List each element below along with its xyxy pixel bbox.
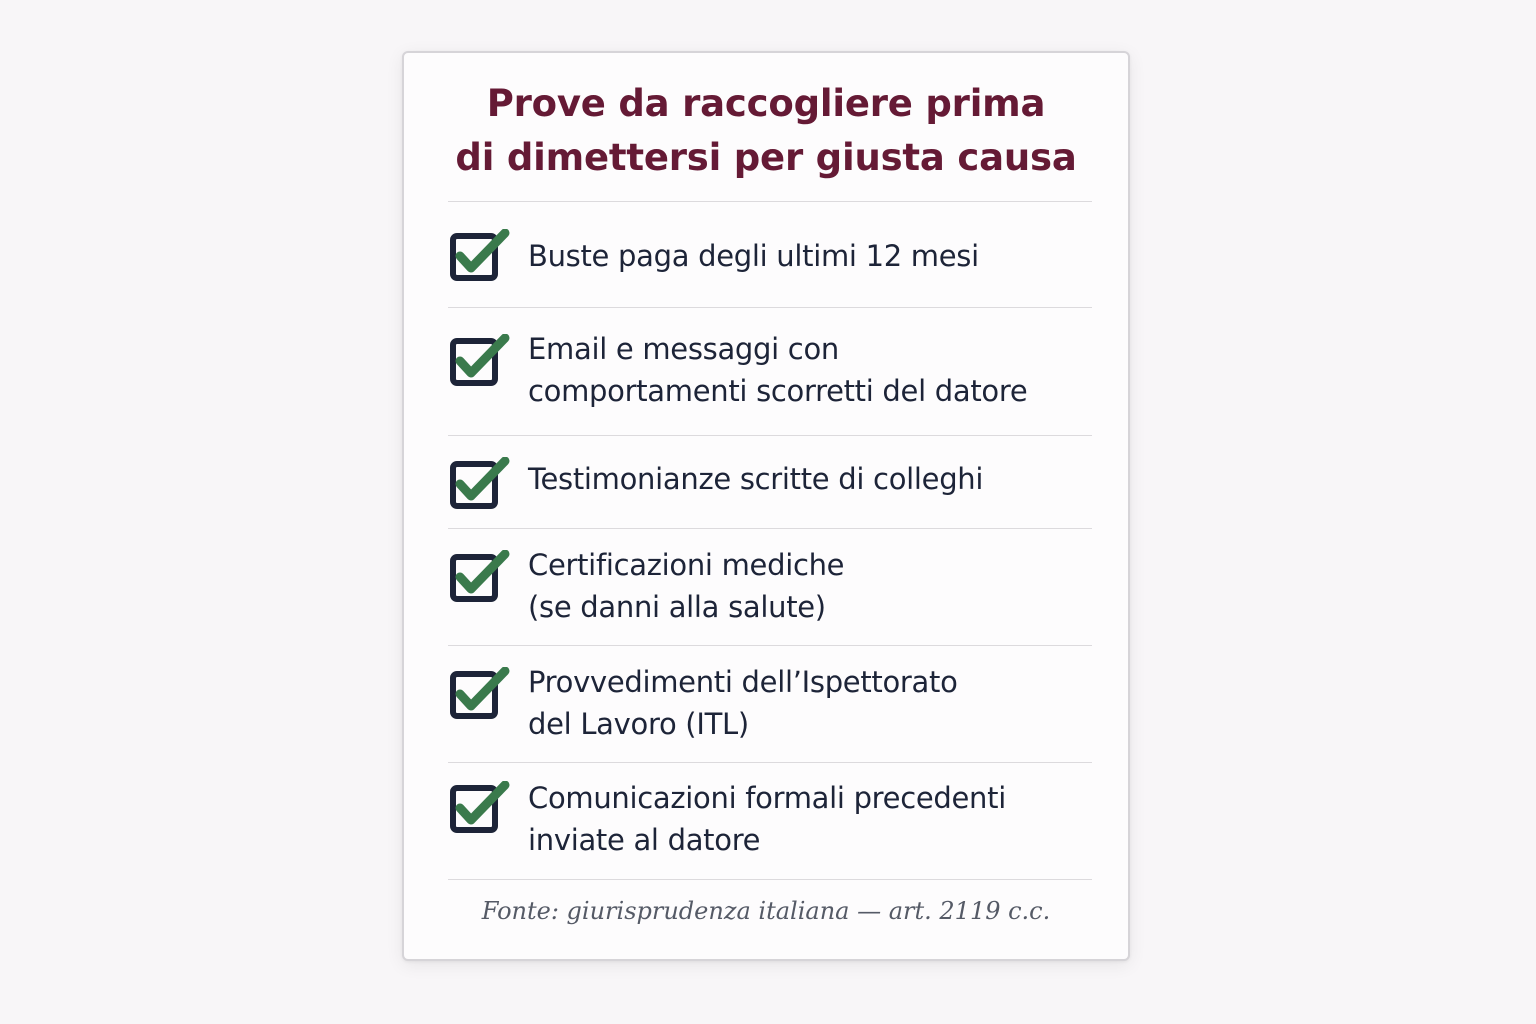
divider — [448, 528, 1092, 529]
checklist-item-line: Buste paga degli ultimi 12 mesi — [528, 239, 979, 273]
divider — [448, 201, 1092, 202]
checklist-item-text — [528, 458, 983, 500]
checklist-item-line: inviate al datore — [528, 823, 761, 857]
checklist-item-line: (se danni alla salute) — [528, 590, 826, 624]
checkbox-checked-icon — [450, 229, 512, 283]
checklist-item-text — [528, 661, 958, 745]
checklist-item-line: comportamenti scorretti del datore — [528, 374, 1028, 408]
card-title-line: di dimettersi per giusta causa — [455, 136, 1077, 179]
divider — [448, 435, 1092, 436]
checklist-item-line: del Lavoro (ITL) — [528, 707, 749, 741]
divider — [448, 762, 1092, 763]
checklist-item-line: Provvedimenti dell’Ispettorato — [528, 665, 958, 699]
checklist-item-text — [528, 235, 979, 277]
checklist-item-line: Testimonianze scritte di colleghi — [528, 462, 984, 496]
divider — [448, 307, 1092, 308]
checklist-item-line: Certificazioni mediche — [528, 548, 845, 582]
divider — [448, 879, 1092, 880]
checkbox-checked-icon — [450, 667, 512, 721]
checklist-item-text — [528, 777, 1006, 861]
checklist-item-line: Comunicazioni formali precedenti — [528, 781, 1006, 815]
checkbox-checked-icon — [450, 781, 512, 835]
checkbox-checked-icon — [450, 334, 512, 388]
card-title-line: Prove da raccogliere prima — [486, 82, 1046, 125]
evidence-checklist-card — [402, 51, 1130, 961]
checklist-item-text — [528, 328, 1027, 412]
divider — [448, 645, 1092, 646]
checkbox-checked-icon — [450, 457, 512, 511]
source-note: Fonte: giurisprudenza italiana — art. 2119 c.c. — [481, 897, 1051, 925]
checklist-item-line: Email e messaggi con — [528, 332, 839, 366]
card-title — [404, 77, 1128, 185]
checklist-item-text — [528, 544, 844, 628]
checkbox-checked-icon — [450, 550, 512, 604]
